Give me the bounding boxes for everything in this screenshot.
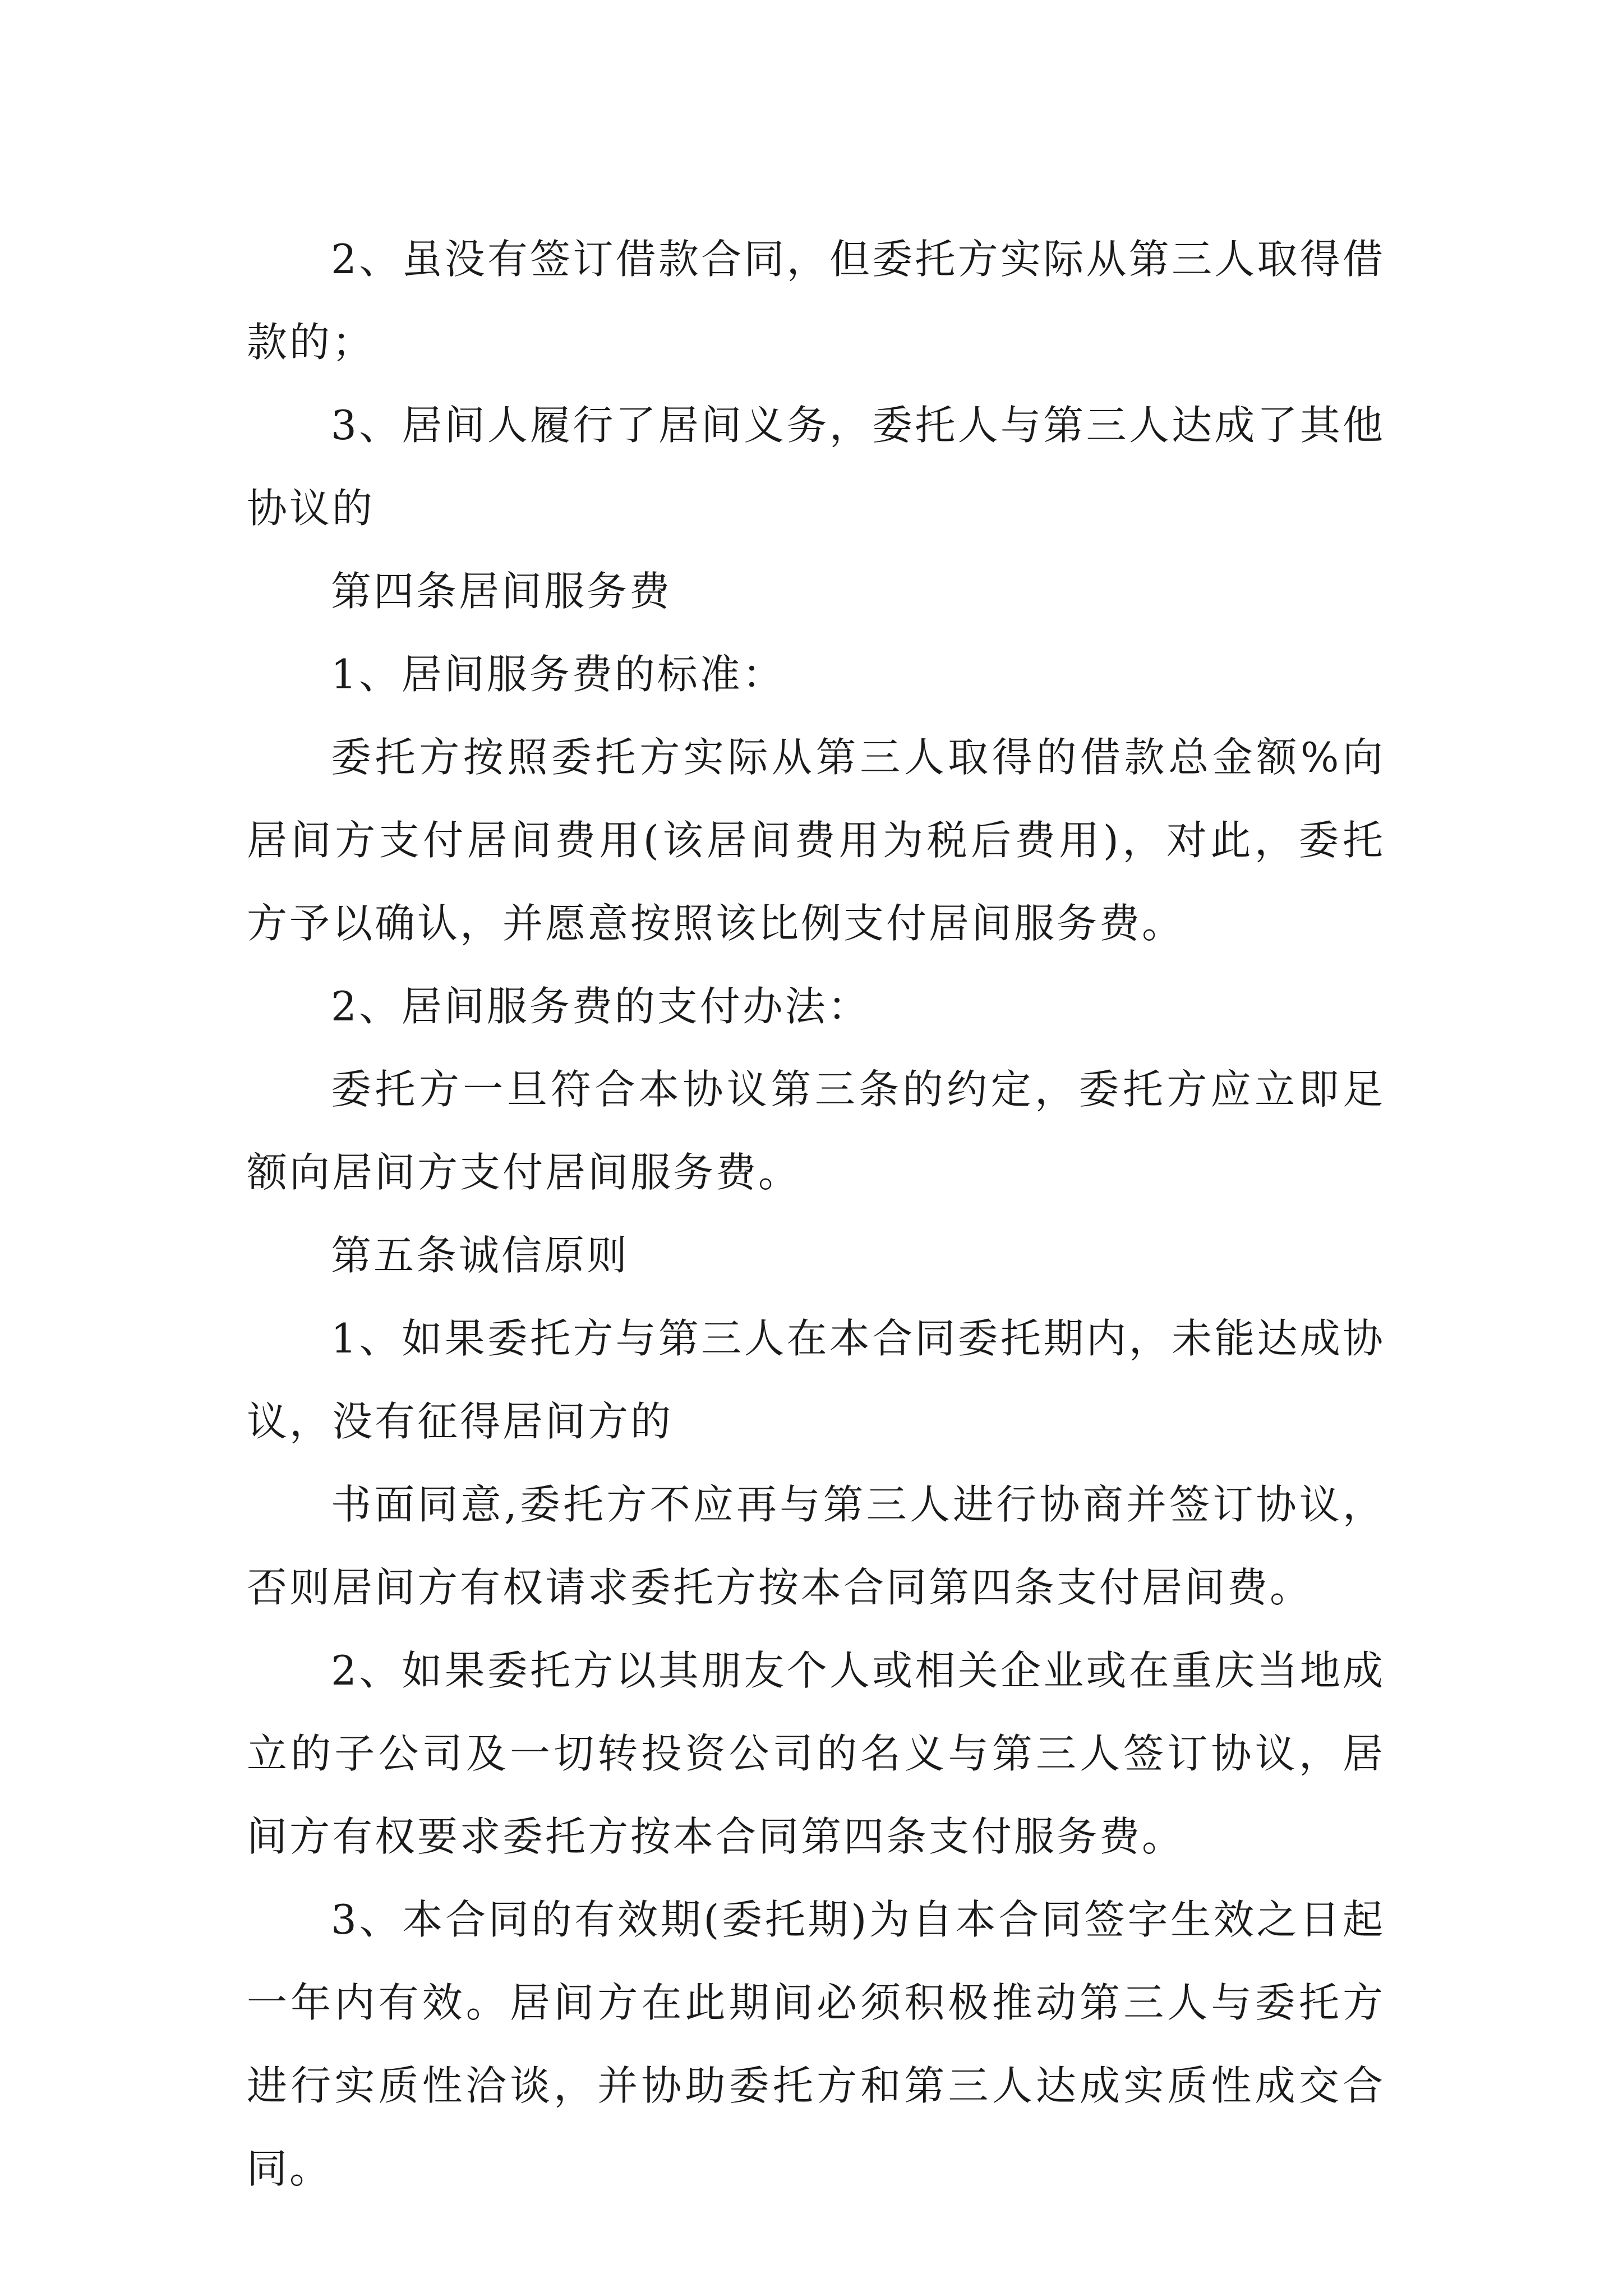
paragraph-good-faith-item-3: 3、本合同的有效期(委托期)为自本合同签字生效之日起一年内有效。居间方在此期间必须积极推动第三人与委托方进行实质性洽谈，并协助委托方和第三人达成实质性成交合同。 [247, 1896, 1385, 2192]
paragraph-fee-payment-body: 委托方一旦符合本协议第三条的约定，委托方应立即足额向居间方支付居间服务费。 [247, 1066, 1385, 1196]
paragraph-clause-3-item-2: 2、虽没有签订借款合同，但委托方实际从第三人取得借款的； [247, 236, 1385, 366]
paragraph-good-faith-item-1: 1、如果委托方与第三人在本合同委托期内，未能达成协议，没有征得居间方的 [247, 1315, 1385, 1445]
heading-article-4: 第四条居间服务费 [331, 568, 672, 615]
paragraph-fee-payment-title: 2、居间服务费的支付办法： [331, 983, 870, 1030]
paragraph-fee-standard-body: 委托方按照委托方实际从第三人取得的借款总金额%向居间方支付居间费用(该居间费用为税后费用)，对此，委托方予以确认，并愿意按照该比例支付居间服务费。 [247, 734, 1385, 947]
document-body [247, 218, 1385, 2210]
paragraph-clause-3-item-3: 3、居间人履行了居间义务，委托人与第三人达成了其他协议的 [247, 402, 1385, 532]
heading-article-5: 第五条诚信原则 [331, 1232, 630, 1279]
paragraph-good-faith-item-1-continued: 书面同意,委托方不应再与第三人进行协商并签订协议，否则居间方有权请求委托方按本合同第四条支付居间费。 [247, 1481, 1385, 1611]
paragraph-good-faith-item-2: 2、如果委托方以其朋友个人或相关企业或在重庆当地成立的子公司及一切转投资公司的名义与第三人签订协议，居间方有权要求委托方按本合同第四条支付服务费。 [247, 1647, 1385, 1860]
paragraph-fee-standard-title: 1、居间服务费的标准： [331, 651, 785, 698]
